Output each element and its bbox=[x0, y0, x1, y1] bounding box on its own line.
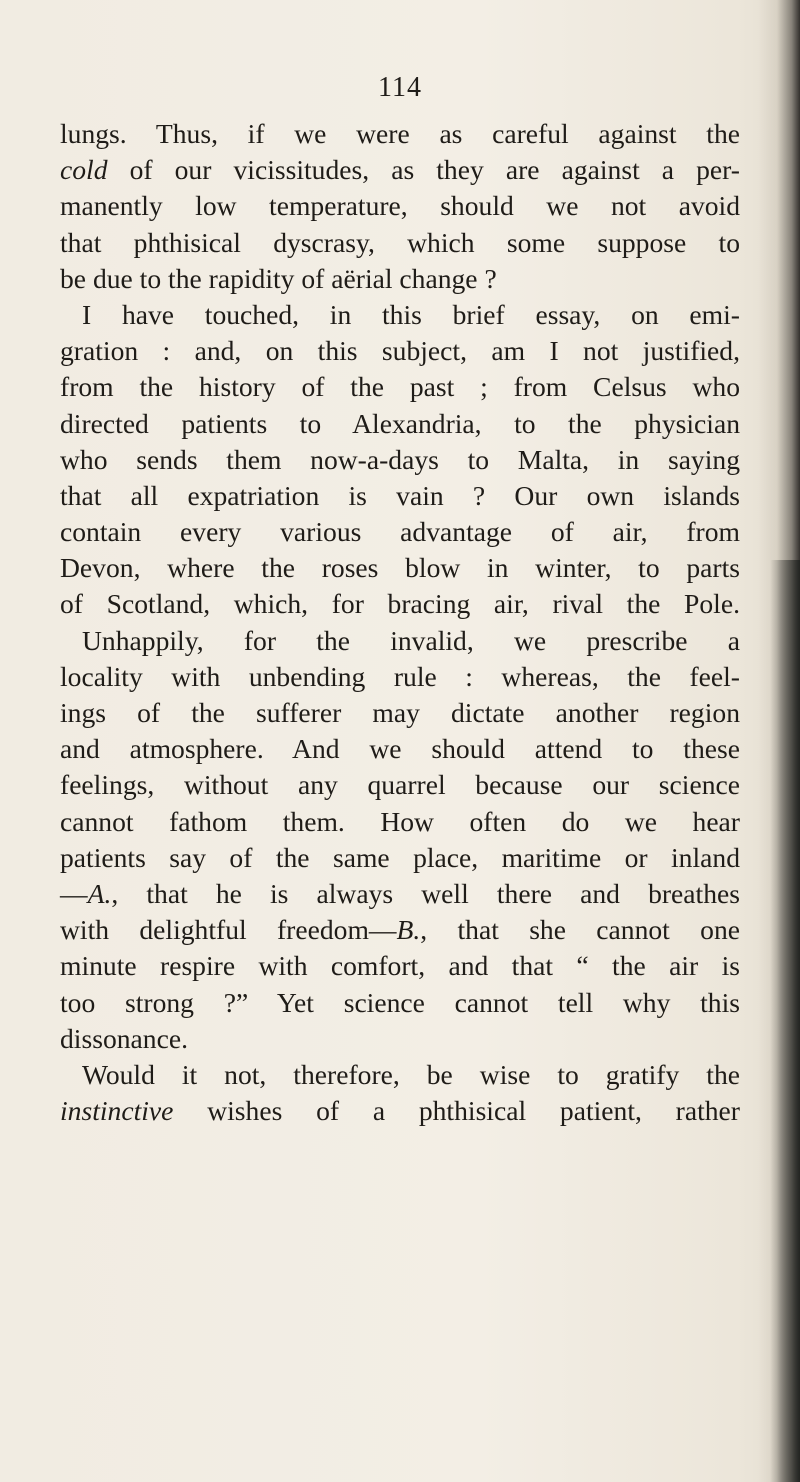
italic-text: instinctive bbox=[60, 1095, 174, 1127]
text-line bbox=[60, 804, 740, 840]
text-segment: too strong ?” Yet science cannot tell why this bbox=[60, 986, 740, 1018]
text-line bbox=[60, 225, 740, 261]
text-segment: and atmosphere. And we should attend to these bbox=[60, 733, 740, 765]
text-line bbox=[60, 333, 740, 369]
text-line bbox=[60, 116, 740, 152]
text-segment: of our vicissitudes, as they are against a per- bbox=[107, 154, 740, 186]
text-segment: — bbox=[60, 877, 88, 909]
text-segment: directed patients to Alexandria, to the physician bbox=[60, 407, 740, 439]
text-line bbox=[60, 1021, 740, 1057]
text-line bbox=[60, 767, 740, 803]
text-segment: I have touched, in this brief essay, on emi- bbox=[82, 298, 740, 330]
text-line bbox=[60, 188, 740, 224]
text-segment: of Scotland, which, for bracing air, rival the Pole. bbox=[60, 588, 740, 620]
text-line bbox=[60, 1057, 740, 1093]
text-segment: patients say of the same place, maritime or inland bbox=[60, 841, 740, 873]
text-line bbox=[60, 840, 740, 876]
page-edge-binding bbox=[770, 560, 800, 1482]
italic-text: A. bbox=[87, 877, 112, 909]
text-line bbox=[60, 406, 740, 442]
text-segment: with delightful freedom— bbox=[60, 914, 397, 946]
text-line bbox=[60, 912, 740, 948]
italic-text: B. bbox=[396, 914, 421, 946]
text-segment: minute respire with comfort, and that “ the air is bbox=[60, 950, 740, 982]
text-segment: gration : and, on this subject, am I not justified, bbox=[60, 335, 740, 367]
text-segment: be due to the rapidity of aërial change ? bbox=[60, 262, 497, 294]
text-line bbox=[60, 478, 740, 514]
text-line bbox=[60, 1093, 740, 1129]
text-segment: Would it not, therefore, be wise to gratify the bbox=[82, 1058, 740, 1090]
text-segment: wishes of a phthisical patient, rather bbox=[173, 1095, 740, 1127]
text-line bbox=[60, 297, 740, 333]
page-number: 114 bbox=[378, 72, 422, 103]
text-line bbox=[60, 550, 740, 586]
text-segment: that phthisical dyscrasy, which some suppose to bbox=[60, 226, 740, 258]
text-line bbox=[60, 261, 740, 297]
text-line bbox=[60, 948, 740, 984]
text-segment: dissonance. bbox=[60, 1022, 188, 1054]
text-line bbox=[60, 876, 740, 912]
text-line bbox=[60, 442, 740, 478]
text-segment: contain every various advantage of air, from bbox=[60, 516, 740, 548]
text-line bbox=[60, 514, 740, 550]
text-segment: who sends them now-a-days to Malta, in saying bbox=[60, 443, 740, 475]
text-line bbox=[60, 586, 740, 622]
body-text bbox=[60, 116, 740, 1129]
text-segment: , that he is always well there and breathes bbox=[111, 877, 740, 909]
text-segment: lungs. Thus, if we were as careful against the bbox=[60, 118, 740, 149]
text-line bbox=[60, 659, 740, 695]
text-line bbox=[60, 985, 740, 1021]
text-segment: Unhappily, for the invalid, we prescribe a bbox=[82, 624, 740, 656]
text-segment: that all expatriation is vain ? Our own islands bbox=[60, 479, 740, 511]
text-segment: feelings, without any quarrel because our science bbox=[60, 769, 740, 801]
text-segment: ings of the sufferer may dictate another region bbox=[60, 697, 740, 728]
text-segment: Devon, where the roses blow in winter, to parts bbox=[60, 552, 740, 584]
text-segment: locality with unbending rule : whereas, the feel- bbox=[60, 660, 740, 692]
text-line bbox=[60, 369, 740, 405]
text-line bbox=[60, 731, 740, 767]
text-line bbox=[60, 623, 740, 659]
text-line bbox=[60, 695, 740, 731]
text-segment: cannot fathom them. How often do we hear bbox=[60, 805, 740, 837]
text-segment: , that she cannot one bbox=[420, 914, 741, 946]
text-line bbox=[60, 152, 740, 188]
text-segment: from the history of the past ; from Celsus who bbox=[60, 371, 740, 403]
text-segment: manently low temperature, should we not avoid bbox=[60, 190, 740, 222]
italic-text: cold bbox=[60, 154, 108, 186]
